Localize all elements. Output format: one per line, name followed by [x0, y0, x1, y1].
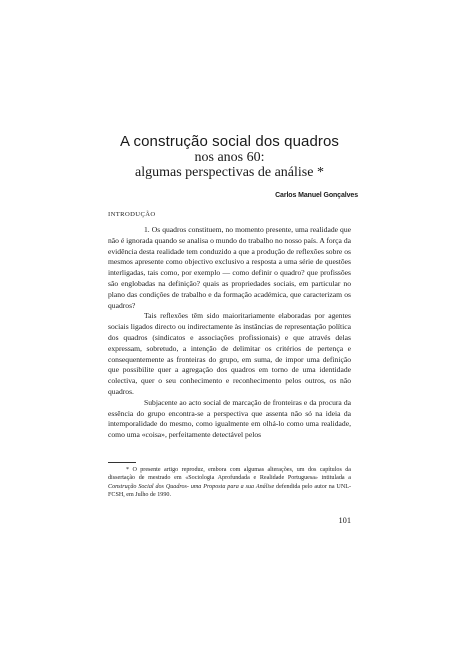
footnote-cited-title: Construção Social dos Quadros- uma Proposta para a sua Análise	[108, 483, 275, 490]
paragraph: Subjacente ao acto social de marcação de fronteiras e da procura da essência do grupo encontra-se a perspectiva que assenta não só na ideia da intemporalidade do mesmo, como igualmente em olhá-lo como uma realidade, como uma «coisa», perfeitamente detectável pelos	[108, 397, 351, 440]
footnote-text	[108, 466, 351, 499]
section-heading: INTRODUÇÃO	[108, 211, 156, 218]
footnote-divider	[108, 462, 136, 463]
article-subtitle-line2: algumas perspectivas de análise *	[135, 165, 324, 180]
footnote-text-part1: * O presente artigo reproduz, embora com algumas alterações, um dos capítulos da dissertação de mestrado em «Sociologia Aprofundada e Realidade Portuguesa» intitulada a	[108, 467, 351, 482]
paragraph: 1. Os quadros constituem, no momento presente, uma realidade que não é ignorada quando se analisa o mundo do trabalho no nosso país. A força da evidência desta realidade tem conduzido a que a produção de reflexões sobre os mesmos apresente como objectivo exclusivo a resposta a uma série de questões interligadas, tais como, por exemplo — como definir o quadro? que profissões são englobadas na definição? quais as propriedades sociais, em particular no plano das condições de trabalho e da formação académica, que caracterizam os quadros?	[108, 225, 351, 310]
paragraph: Tais reflexões têm sido maioritariamente elaboradas por agentes sociais ligados directo ou indirectamente às instâncias de representação política dos quadros (sindicatos e associações profissionais) e que através delas expressam, sobretudo, a intenção de delimitar os critérios de pertença e consequentemente as fronteiras do grupo, em suma, de impor uma definição que possibilite quer a agregação dos quadros em torno de uma identidade colectiva, quer o seu conhecimento e reconhecimento pelos outros, os não quadros.	[108, 311, 351, 396]
footnote	[108, 466, 351, 499]
article-title: A construção social dos quadros	[119, 133, 340, 150]
article-subtitle-line1: nos anos 60:	[194, 150, 265, 165]
page-number: 101	[338, 516, 351, 525]
article-body	[108, 225, 351, 441]
author-name: Carlos Manuel Gonçalves	[275, 192, 358, 199]
footnote-text-part2: defendida pelo autor na UNL-FCSH, em Julho de 1990.	[108, 483, 351, 498]
